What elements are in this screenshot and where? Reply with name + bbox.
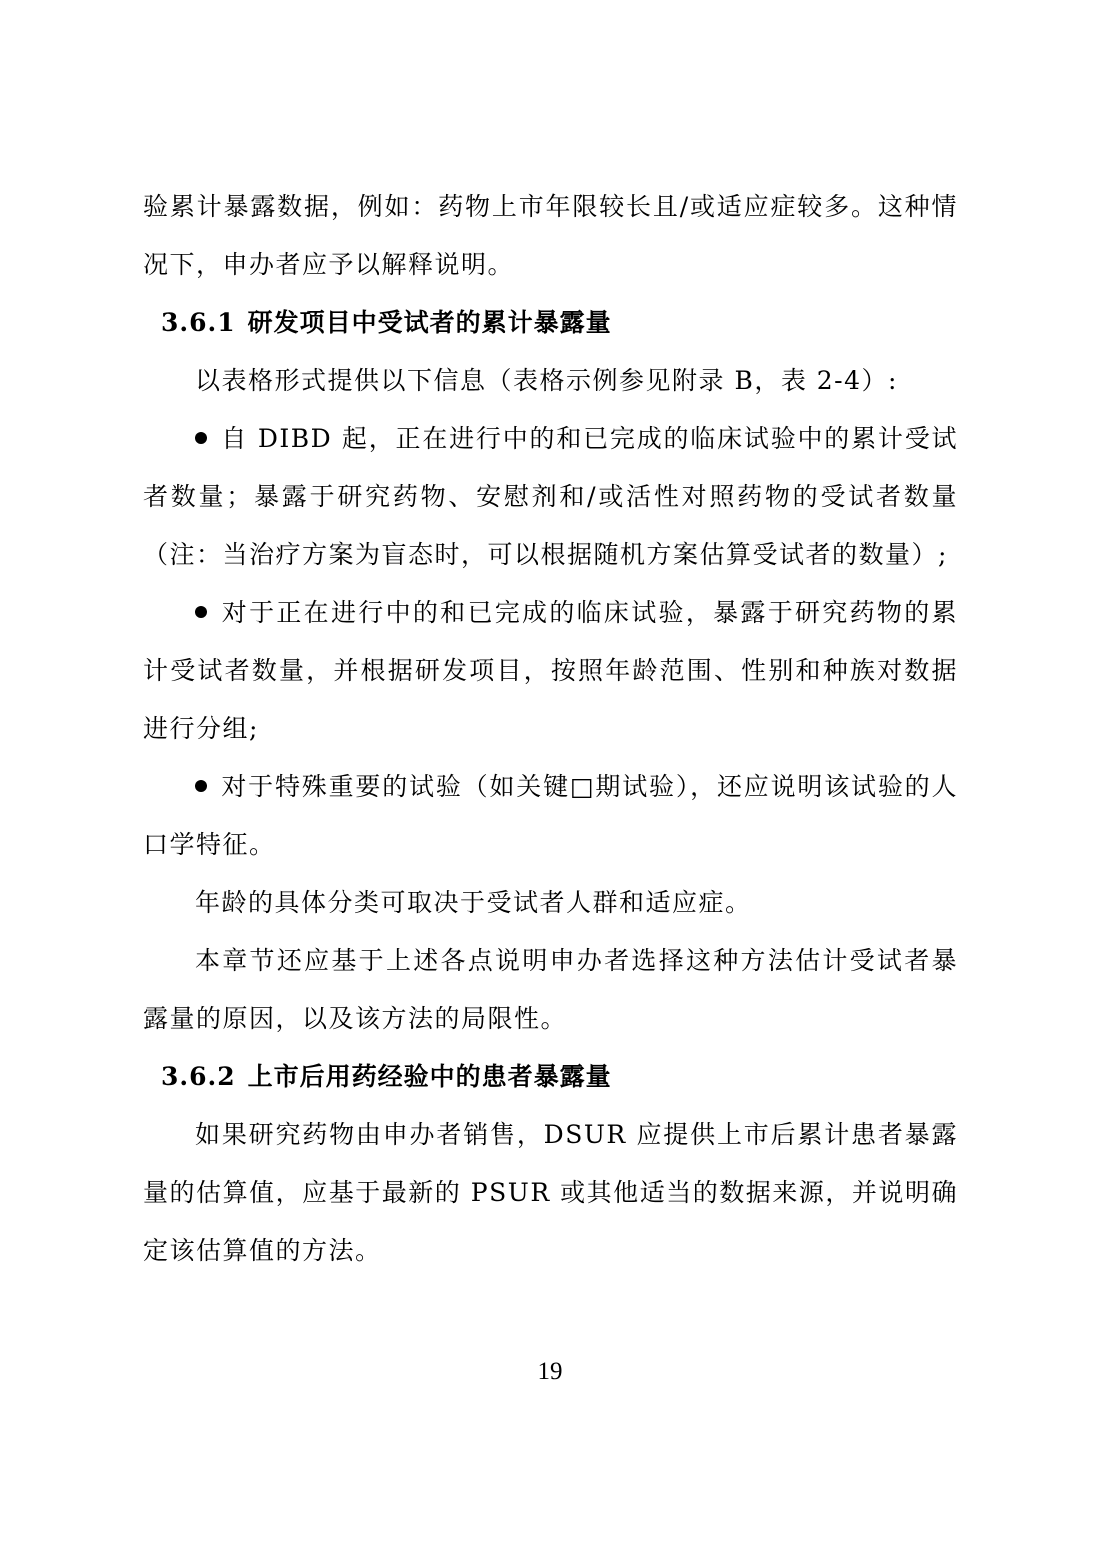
paragraph-continuation: 验累计暴露数据，例如：药物上市年限较长且/或适应症较多。这种情况下，申办者应予以解释说明。: [143, 192, 958, 279]
bullet-icon: [195, 780, 207, 792]
paragraph-intro: 以表格形式提供以下信息（表格示例参见附录 B，表 2-4）:: [195, 366, 898, 395]
paragraph-method-rationale: 本章节还应基于上述各点说明申办者选择这种方法估计受试者暴露量的原因，以及该方法的局限性。: [143, 946, 958, 1033]
bullet-item-3: [143, 758, 958, 874]
bullet-icon: [195, 432, 207, 444]
bullet-icon: [195, 606, 207, 618]
paragraph-postmarketing: 如果研究药物由申办者销售，DSUR 应提供上市后累计患者暴露量的估算值，应基于最新的 PSUR 或其他适当的数据来源，并说明确定该估算值的方法。: [143, 1120, 958, 1265]
section-heading-3-6-2: [143, 1048, 958, 1106]
section-number: 3.6.2: [161, 1062, 236, 1091]
document-body: [143, 178, 958, 1280]
section-heading-3-6-1: [143, 294, 958, 352]
paragraph-age-classification: 年龄的具体分类可取决于受试者人群和适应症。: [195, 888, 752, 917]
bullet-item-1: [143, 410, 958, 584]
section-title: 上市后用药经验中的患者暴露量: [247, 1062, 612, 1091]
bullet-text: 对于正在进行中的和已完成的临床试验，暴露于研究药物的累计受试者数量，并根据研发项目，按照年龄范围、性别和种族对数据进行分组;: [143, 598, 958, 743]
section-number: 3.6.1: [161, 308, 236, 337]
bullet-text: 自 DIBD 起，正在进行中的和已完成的临床试验中的累计受试者数量；暴露于研究药物、安慰剂和/或活性对照药物的受试者数量（注：当治疗方案为盲态时，可以根据随机方案估算受试者的数量）;: [143, 424, 958, 569]
bullet-text: 对于特殊重要的试验（如关键□期试验），还应说明该试验的人口学特征。: [143, 772, 958, 859]
bullet-item-2: [143, 584, 958, 758]
section-title: 研发项目中受试者的累计暴露量: [247, 308, 612, 337]
page-number: 19: [537, 1358, 563, 1385]
